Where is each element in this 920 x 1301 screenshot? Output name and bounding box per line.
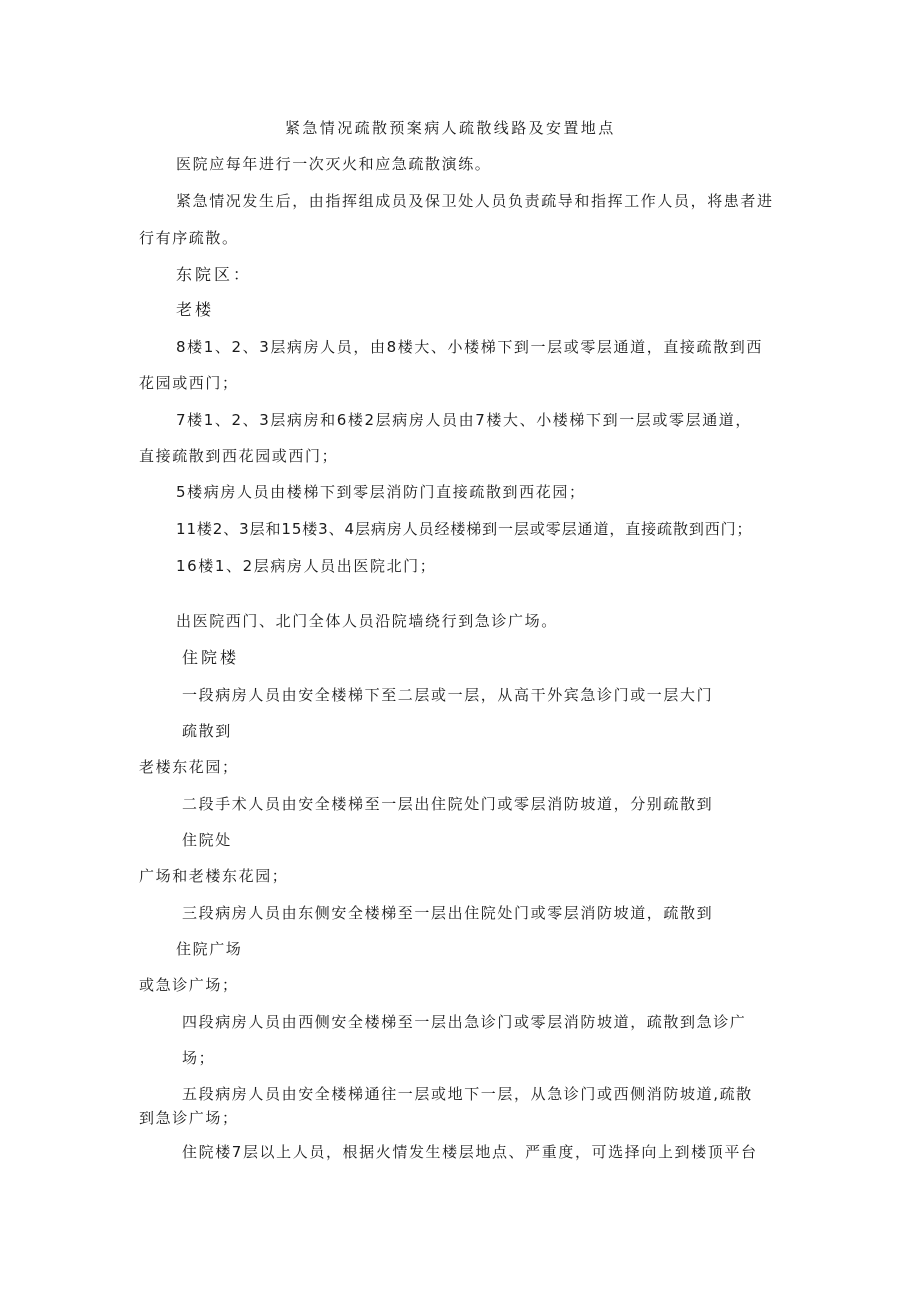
paragraph-emergency-line2: 行有序疏散。: [139, 229, 239, 247]
paragraph-section5-line2: 到急诊广场；: [139, 1109, 239, 1127]
paragraph-section1-line2: 疏散到: [182, 722, 232, 740]
paragraph-section3-line2: 住院广场: [176, 940, 243, 958]
subheading-old-building: 老楼: [176, 300, 215, 319]
paragraph-section3-line3: 或急诊广场；: [139, 976, 239, 994]
paragraph-section2-line2: 住院处: [182, 831, 232, 849]
paragraph-building11-15: 11楼2、3层和15楼3、4层病房人员经楼梯到一层或零层通道，直接疏散到西门；: [176, 520, 753, 538]
paragraph-section2-line1: 二段手术人员由安全楼梯至一层出住院处门或零层消防坡道，分别疏散到: [182, 795, 714, 813]
paragraph-section1-line1: 一段病房人员由安全楼梯下至二层或一层，从高干外宾急诊门或一层大门: [182, 686, 714, 704]
paragraph-building8-line2: 花园或西门；: [139, 374, 239, 392]
paragraph-section1-line3: 老楼东花园；: [139, 758, 239, 776]
paragraph-building16: 16楼1、2层病房人员出医院北门；: [176, 557, 437, 575]
document-title: 紧急情况疏散预案病人疏散线路及安置地点: [285, 119, 616, 137]
paragraph-drill: 医院应每年进行一次灭火和应急疏散演练。: [176, 155, 492, 173]
paragraph-building5: 5楼病房人员由楼梯下到零层消防门直接疏散到西花园；: [176, 483, 586, 501]
paragraph-section5-line1: 五段病房人员由安全楼梯通往一层或地下一层，从急诊门或西侧消防坡道,疏散: [182, 1085, 753, 1103]
paragraph-building7-line2: 直接疏散到西花园或西门；: [139, 447, 339, 465]
paragraph-building7-line1: 7楼1、2、3层病房和6楼2层病房人员由7楼大、小楼梯下到一层或零层通道，: [176, 411, 753, 429]
paragraph-section3-line1: 三段病房人员由东侧安全楼梯至一层出住院处门或零层消防坡道，疏散到: [182, 904, 714, 922]
paragraph-section2-line3: 广场和老楼东花园；: [139, 867, 289, 885]
paragraph-section4-line1: 四段病房人员由西侧安全楼梯至一层出急诊门或零层消防坡道，疏散到急诊广: [182, 1013, 747, 1031]
subheading-inpatient-building: 住院楼: [182, 648, 240, 667]
paragraph-building8-line1: 8楼1、2、3层病房人员，由8楼大、小楼梯下到一层或零层通道，直接疏散到西: [176, 338, 763, 356]
paragraph-exit-route: 出医院西门、北门全体人员沿院墙绕行到急诊广场。: [176, 612, 558, 630]
paragraph-section4-line2: 场；: [182, 1049, 216, 1067]
section-heading-east: 东院区：: [176, 265, 253, 284]
paragraph-floor7-above: 住院楼7层以上人员，根据火情发生楼层地点、严重度，可选择向上到楼顶平台: [182, 1143, 758, 1161]
paragraph-emergency-line1: 紧急情况发生后，由指挥组成员及保卫处人员负责疏导和指挥工作人员，将患者进: [176, 192, 774, 210]
